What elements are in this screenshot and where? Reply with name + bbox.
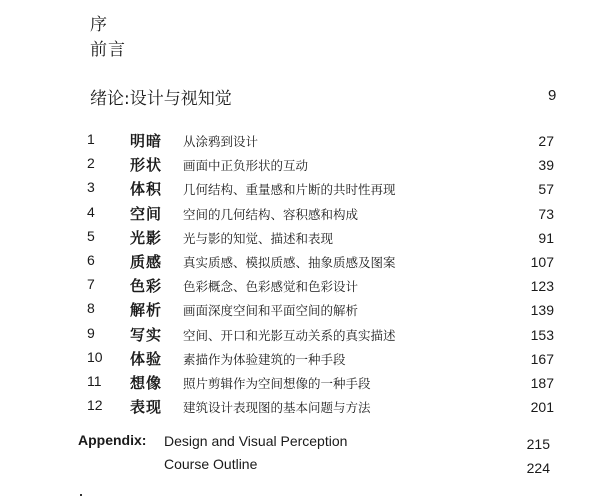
chapter-row — [0, 252, 600, 274]
chapter-subtitle: 照片剪辑作为空间想像的一种手段 — [183, 376, 371, 391]
chapter-number: 12 — [87, 397, 103, 414]
chapter-page-number: 153 — [530, 326, 554, 343]
chapter-title: 体验 — [130, 349, 163, 368]
chapter-page-number: 39 — [538, 157, 554, 174]
chapter-row — [0, 300, 600, 322]
chapter-page-number: 73 — [538, 205, 554, 222]
chapter-page-number: 107 — [530, 254, 554, 270]
chapter-page-number: 123 — [530, 278, 554, 295]
chapter-number: 5 — [87, 227, 95, 244]
introduction-page-number: 9 — [548, 87, 557, 104]
chapter-row — [0, 276, 600, 298]
chapter-page-number: 57 — [538, 181, 554, 198]
appendix-label: Appendix: — [78, 432, 147, 448]
chapter-subtitle: 画面中正负形状的互动 — [183, 158, 309, 174]
chapter-title: 想像 — [130, 374, 163, 392]
chapter-subtitle: 光与影的知觉、描述和表现 — [183, 230, 334, 246]
chapter-subtitle: 从涂鸦到设计 — [183, 134, 259, 149]
chapter-row — [0, 228, 600, 250]
chapter-subtitle: 几何结构、重量感和片断的共时性再现 — [183, 182, 396, 198]
chapter-title: 写实 — [130, 325, 163, 344]
chapter-subtitle: 色彩概念、色彩感觉和色彩设计 — [183, 279, 359, 295]
chapter-title: 明暗 — [130, 132, 163, 150]
chapter-row — [0, 204, 600, 226]
chapter-page-number: 187 — [530, 375, 554, 391]
chapter-row — [0, 155, 600, 177]
chapter-number: 6 — [87, 252, 95, 268]
chapter-title: 表现 — [130, 398, 163, 417]
appendix-item-page: 215 — [526, 436, 550, 452]
chapter-subtitle: 真实质感、模拟质感、抽象质感及图案 — [183, 255, 396, 270]
chapter-row — [0, 373, 600, 395]
appendix-item-title: Design and Visual Perception — [164, 433, 348, 449]
appendix-item-page: 224 — [526, 460, 550, 476]
print-speck — [80, 494, 82, 496]
chapter-subtitle: 空间、开口和光影互动关系的真实描述 — [183, 327, 396, 343]
chapter-page-number: 201 — [530, 399, 554, 416]
chapter-subtitle: 建筑设计表现图的基本问题与方法 — [183, 400, 371, 416]
preface-heading: 序 — [90, 15, 108, 35]
chapter-title: 质感 — [130, 253, 163, 271]
chapter-number: 9 — [87, 324, 95, 341]
chapter-number: 11 — [87, 373, 102, 389]
chapter-number: 1 — [87, 131, 95, 147]
chapter-row — [0, 131, 600, 153]
chapter-page-number: 27 — [538, 133, 554, 149]
chapter-row — [0, 397, 600, 419]
foreword-heading: 前言 — [90, 40, 126, 60]
chapter-row — [0, 179, 600, 201]
chapter-page-number: 167 — [530, 350, 554, 367]
chapter-subtitle: 画面深度空间和平面空间的解析 — [183, 303, 359, 319]
chapter-number: 8 — [87, 300, 95, 317]
chapter-row — [0, 349, 600, 371]
chapter-number: 10 — [87, 348, 103, 365]
chapter-title: 体积 — [130, 180, 163, 199]
chapter-title: 解析 — [130, 301, 163, 320]
chapter-title: 光影 — [130, 228, 163, 247]
chapter-page-number: 139 — [530, 302, 554, 319]
chapter-subtitle: 空间的几何结构、容积感和构成 — [183, 206, 359, 222]
chapter-title: 色彩 — [130, 277, 163, 296]
chapter-title: 形状 — [130, 156, 163, 175]
chapter-number: 4 — [87, 203, 95, 220]
chapter-number: 3 — [87, 179, 95, 196]
introduction-title: 绪论:设计与视知觉 — [90, 89, 232, 109]
chapter-page-number: 91 — [538, 229, 554, 246]
chapter-subtitle: 素描作为体验建筑的一种手段 — [183, 351, 346, 367]
chapter-number: 7 — [87, 276, 95, 293]
chapter-number: 2 — [87, 155, 95, 172]
chapter-row — [0, 325, 600, 347]
chapter-title: 空间 — [130, 204, 163, 223]
appendix-item-title: Course Outline — [164, 456, 258, 472]
